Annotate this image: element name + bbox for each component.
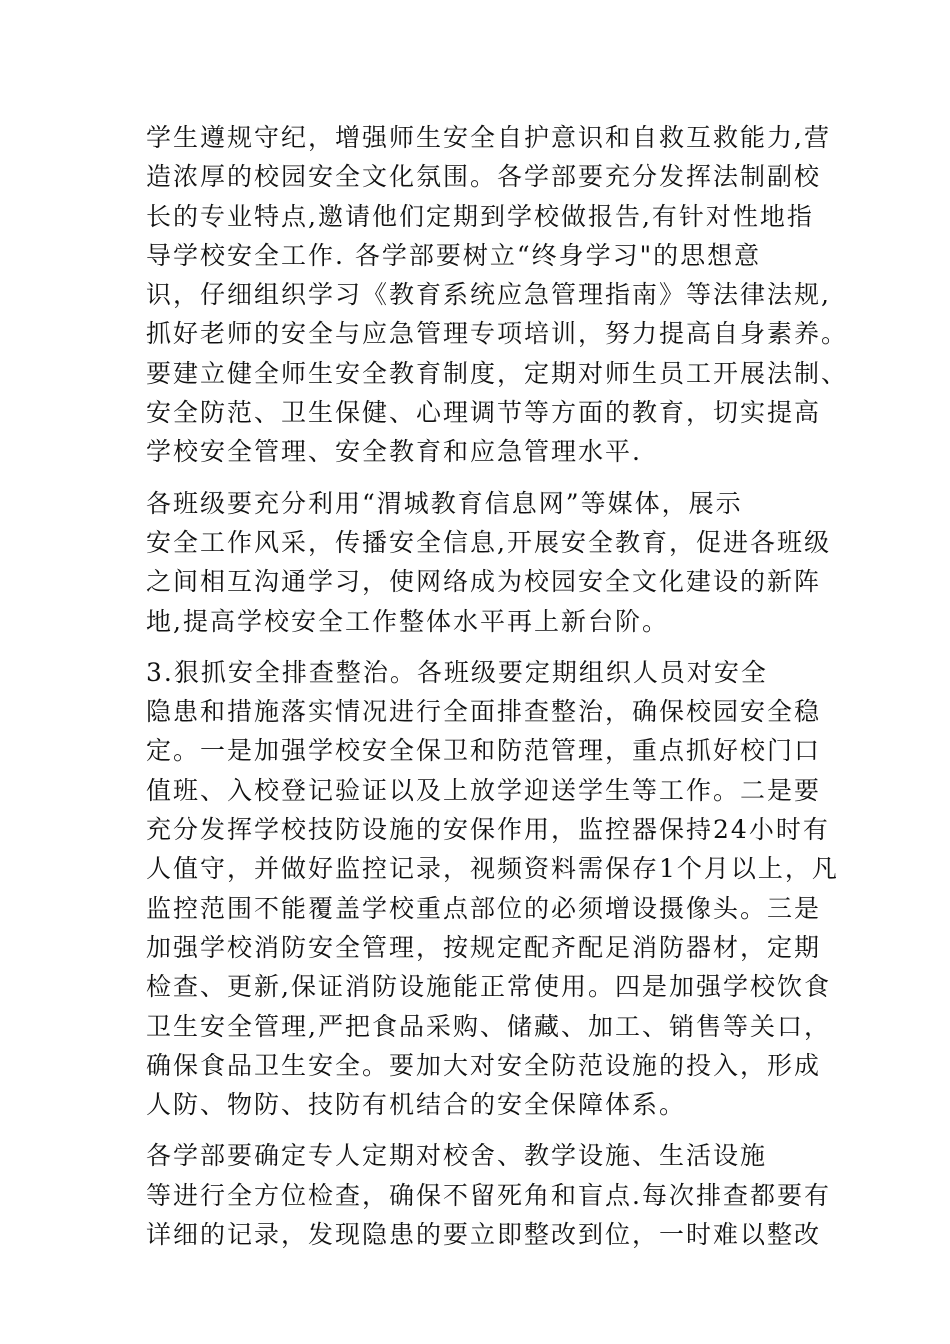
text-line: 检查、更新,保证消防设施能正常使用。四是加强学校饮食 — [146, 972, 831, 1002]
text-line: 值班、入校登记验证以及上放学迎送学生等工作。二是要 — [146, 775, 822, 805]
text-line: 抓好老师的安全与应急管理专项培训，努力提高自身素养。 — [146, 319, 849, 349]
text-line: 地,提高学校安全工作整体水平再上新台阶。 — [146, 606, 669, 636]
text-line: 3.狠抓安全排查整治。各班级要定期组织人员对安全 — [146, 657, 768, 687]
text-line: 要建立健全师生安全教育制度，定期对师生员工开展法制、 — [146, 358, 849, 388]
text-line: 导学校安全工作. 各学部要树立“终身学习"的思想意 — [146, 240, 762, 270]
text-line: 隐患和措施落实情况进行全面排查整治，确保校园安全稳 — [146, 697, 822, 727]
text-line: 学校安全管理、安全教育和应急管理水平. — [146, 437, 642, 467]
text-line: 各学部要确定专人定期对校舍、教学设施、生活设施 — [146, 1141, 768, 1171]
text-line: 人值守，并做好监控记录，视频资料需保存1个月以上，凡 — [146, 854, 839, 884]
text-line: 之间相互沟通学习，使网络成为校园安全文化建设的新阵 — [146, 567, 822, 597]
text-line: 详细的记录，发现隐患的要立即整改到位，一时难以整改 — [146, 1220, 822, 1250]
document-body — [146, 118, 849, 1254]
text-line: 监控范围不能覆盖学校重点部位的必须增设摄像头。三是 — [146, 893, 822, 923]
text-line: 等进行全方位检查，确保不留死角和盲点.每次排查都要有 — [146, 1180, 831, 1210]
text-line: 安全工作风采，传播安全信息,开展安全教育，促进各班级 — [146, 527, 831, 557]
text-line: 定。一是加强学校安全保卫和防范管理，重点抓好校门口 — [146, 736, 822, 766]
text-line: 安全防范、卫生保健、心理调节等方面的教育，切实提高 — [146, 398, 822, 428]
text-line: 加强学校消防安全管理，按规定配齐配足消防器材，定期 — [146, 932, 822, 962]
text-line: 确保食品卫生安全。要加大对安全防范设施的投入，形成 — [146, 1050, 822, 1080]
text-line: 识，仔细组织学习《教育系统应急管理指南》等法律法规, — [146, 280, 831, 310]
text-line: 学生遵规守纪，增强师生安全自护意识和自救互救能力,营 — [146, 123, 831, 152]
text-line: 造浓厚的校园安全文化氛围。各学部要充分发挥法制副校 — [146, 162, 822, 192]
paragraph-gap — [146, 1124, 806, 1136]
text-line: 人防、物防、技防有机结合的安全保障体系。 — [146, 1090, 687, 1120]
text-line: 充分发挥学校技防设施的安保作用，监控器保持24小时有 — [146, 815, 830, 845]
text-line: 各班级要充分利用“渭城教育信息网”等媒体，展示 — [146, 488, 743, 518]
paragraph-gap — [146, 472, 806, 484]
text-line: 长的专业特点,邀请他们定期到学校做报告,有针对性地指 — [146, 201, 814, 231]
paragraph-gap — [146, 641, 806, 653]
text-line: 卫生安全管理,严把食品采购、储藏、加工、销售等关口， — [146, 1011, 831, 1041]
